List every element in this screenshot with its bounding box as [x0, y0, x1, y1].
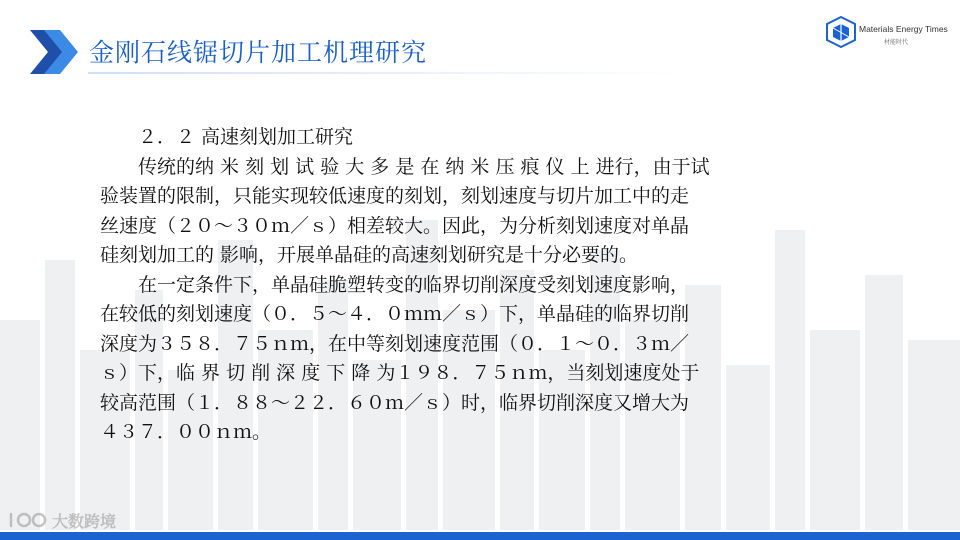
text-line: 丝速度（２０～３０ｍ／ｓ）相差较大。因此，为分析刻划速度对单晶 [100, 214, 690, 237]
text-line: ｓ）下，临 界 切 削 深 度 下 降 为１９８．７５ｎｍ，当刻划速度处于 [100, 362, 700, 384]
text-line: 在一定条件下，单晶硅脆塑转变的临界切削深度受刻划速度影响， [100, 273, 690, 296]
watermark [8, 508, 138, 530]
logo [826, 16, 946, 50]
cube-logo-icon [826, 16, 856, 48]
double-chevron-right-icon [30, 30, 78, 74]
slide-title: 金刚石线锯切片加工机理研究 [89, 38, 428, 67]
footer-bar [0, 532, 960, 540]
logo-subtitle: 材能时代 [884, 39, 909, 46]
watermark-text: 大数跨境 [52, 512, 117, 531]
text-line: 深度为３５８．７５ｎｍ，在中等刻划速度范围（０．１～０．３ｍ／ [100, 332, 690, 355]
text-line: 传统的纳 米 刻 划 试 验 大 多 是 在 纳 米 压 痕 仪 上 进行，由于试 [100, 155, 710, 178]
text-line: 较高范围（１．８８～２２．６０ｍ／ｓ）时，临界切削深度又增大为 [100, 391, 690, 414]
body-text [100, 123, 860, 448]
slide-header [0, 0, 960, 95]
loop-logo-icon [8, 508, 48, 530]
section-heading: ２．２ 高速刻划加工研究 [100, 126, 354, 148]
title-underline [88, 72, 688, 74]
text-line: 硅刻划加工的 影响，开展单晶硅的高速刻划研究是十分必要的。 [100, 244, 639, 266]
logo-name: Materials Energy Times [859, 24, 948, 34]
text-line: 验装置的限制，只能实现较低速度的刻划，刻划速度与切片加工中的走 [100, 185, 690, 207]
text-line: ４３７．００ｎｍ。 [100, 421, 272, 443]
text-line: 在较低的刻划速度（０．５～４．０ｍｍ／ｓ）下，单晶硅的临界切削 [100, 303, 690, 325]
